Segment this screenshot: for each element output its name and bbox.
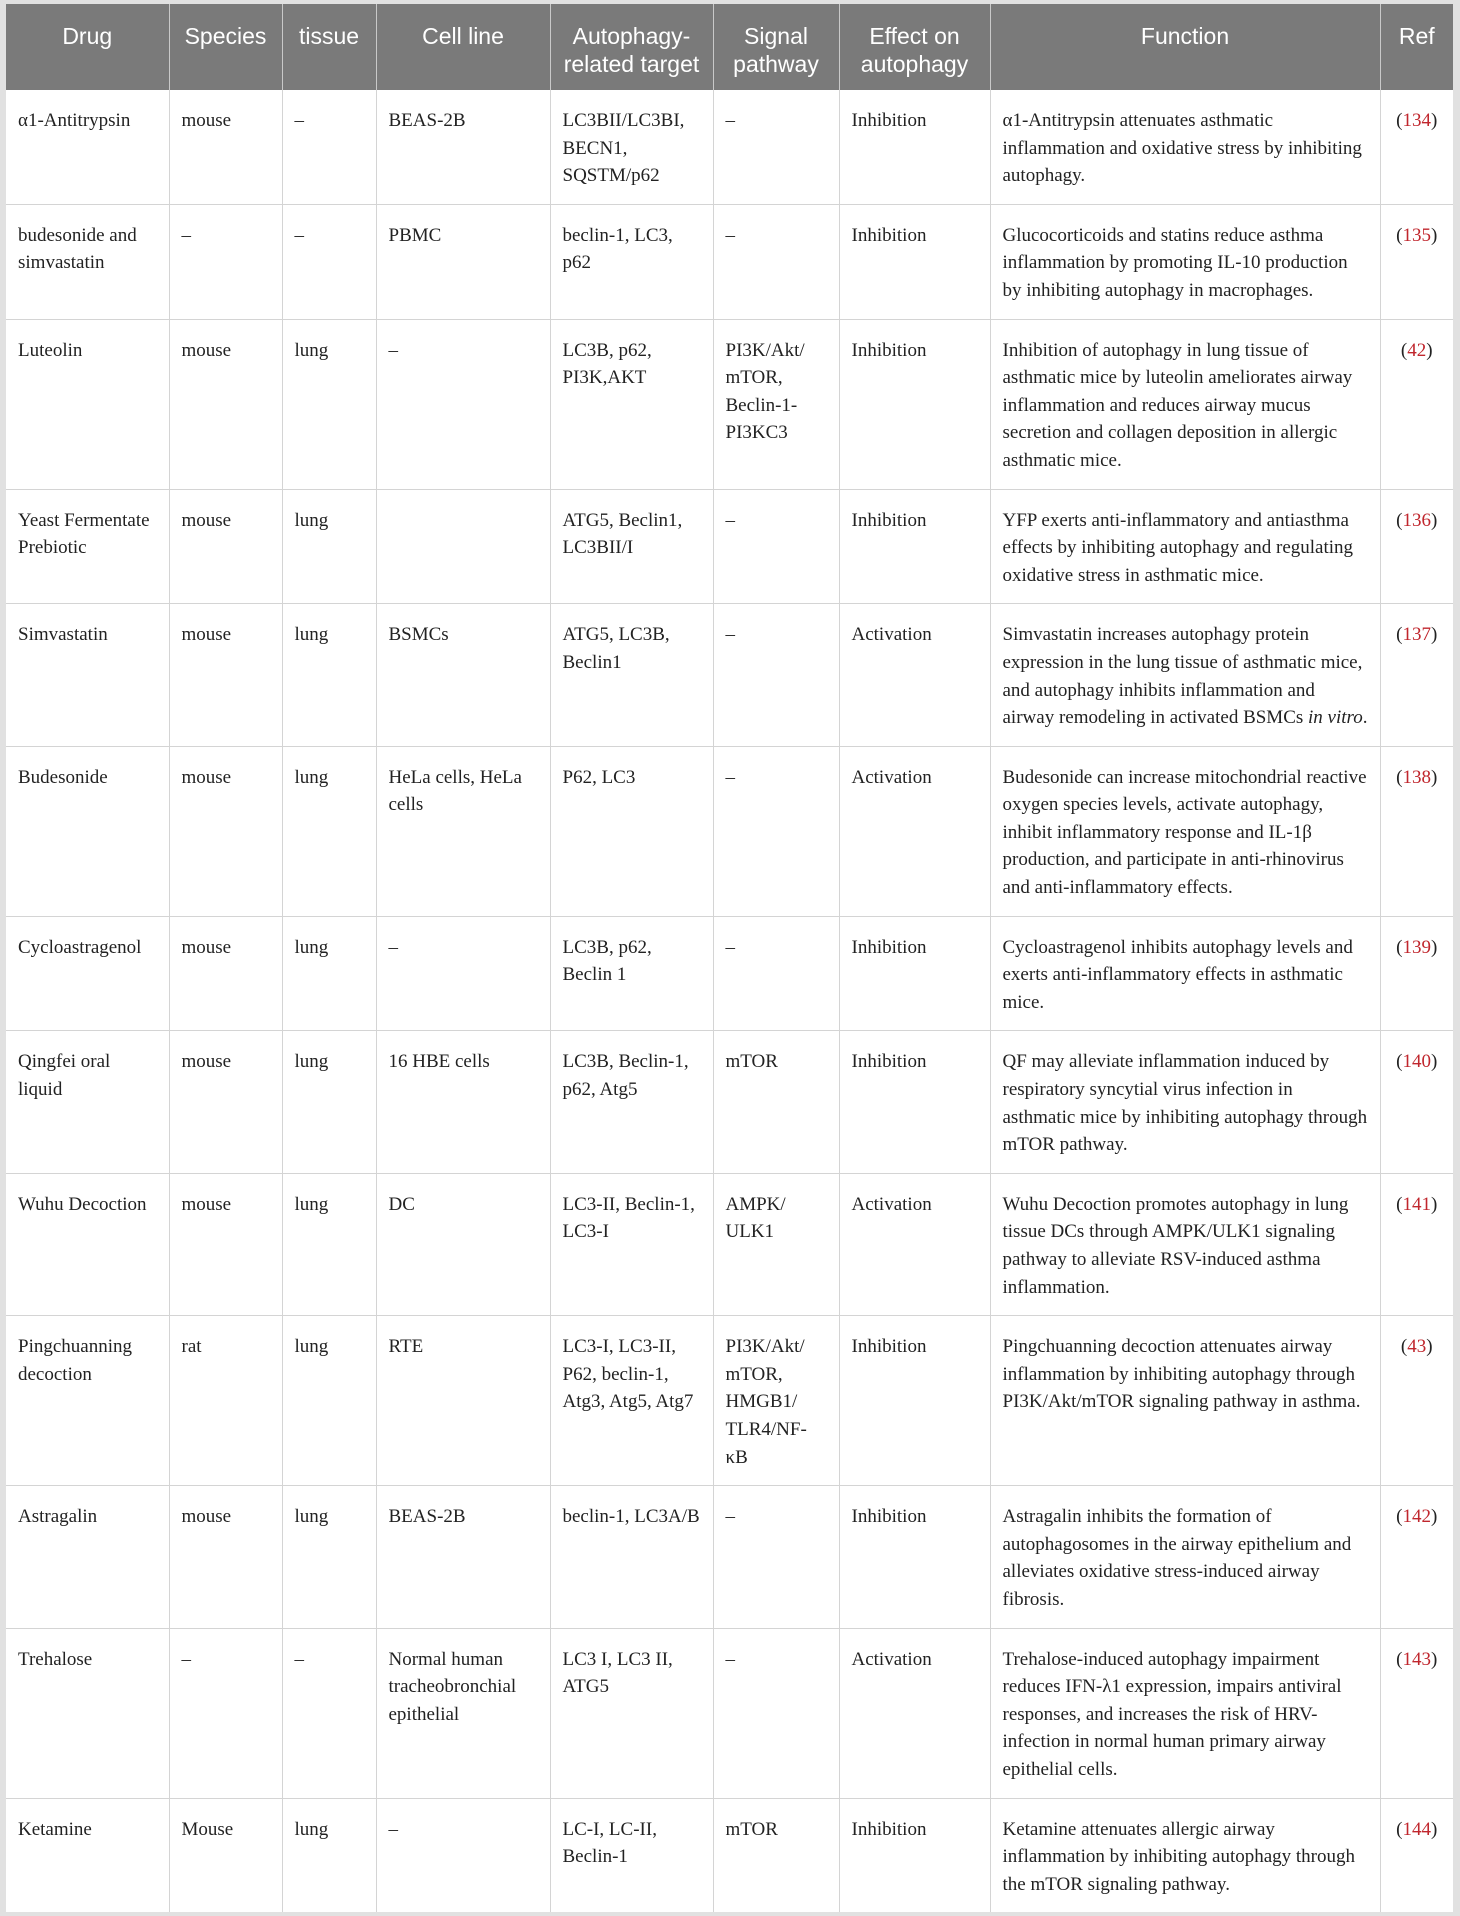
ref-link[interactable]: 144 bbox=[1402, 1818, 1431, 1840]
cell-species: mouse bbox=[169, 489, 282, 604]
header-species: Species bbox=[169, 4, 282, 90]
cell-drug: Qingfei oral liquid bbox=[6, 1031, 169, 1173]
cell-cell-line: – bbox=[376, 319, 550, 489]
cell-function: Budesonide can increase mitochondrial reactive oxygen species levels, activate autophagy, inhibit inflammatory response and IL-1β production, and participate in anti-rhinovirus and anti-inflammatory effects. bbox=[990, 746, 1380, 916]
cell-target: ATG5, LC3B, Beclin1 bbox=[550, 604, 713, 746]
cell-drug: budesonide and simvastatin bbox=[6, 204, 169, 319]
header-function: Function bbox=[990, 4, 1380, 90]
table-row bbox=[6, 1486, 1453, 1628]
cell-effect: Inhibition bbox=[839, 204, 990, 319]
cell-drug: Cycloastragenol bbox=[6, 916, 169, 1031]
cell-effect: Inhibition bbox=[839, 1798, 990, 1912]
cell-effect: Inhibition bbox=[839, 90, 990, 204]
cell-pathway: – bbox=[713, 204, 839, 319]
header-tissue: tissue bbox=[282, 4, 376, 90]
table-row bbox=[6, 604, 1453, 746]
table-row bbox=[6, 1628, 1453, 1798]
cell-function: Glucocorticoids and statins reduce asthma inflammation by promoting IL-10 production by inhibiting autophagy in macrophages. bbox=[990, 204, 1380, 319]
header-ref: Ref bbox=[1380, 4, 1453, 90]
ref-link[interactable]: 136 bbox=[1402, 509, 1431, 531]
cell-species: mouse bbox=[169, 916, 282, 1031]
cell-species: mouse bbox=[169, 1486, 282, 1628]
cell-drug: Wuhu Decoction bbox=[6, 1173, 169, 1315]
cell-ref: (42) bbox=[1380, 319, 1453, 489]
cell-effect: Inhibition bbox=[839, 1486, 990, 1628]
cell-tissue: lung bbox=[282, 489, 376, 604]
cell-target: LC3-II, Beclin-1, LC3-I bbox=[550, 1173, 713, 1315]
cell-pathway: mTOR bbox=[713, 1798, 839, 1912]
cell-effect: Inhibition bbox=[839, 916, 990, 1031]
ref-link[interactable]: 138 bbox=[1402, 766, 1431, 788]
cell-pathway: mTOR bbox=[713, 1031, 839, 1173]
cell-effect: Inhibition bbox=[839, 489, 990, 604]
cell-ref: (43) bbox=[1380, 1316, 1453, 1486]
cell-drug: Trehalose bbox=[6, 1628, 169, 1798]
table-row bbox=[6, 319, 1453, 489]
ref-link[interactable]: 139 bbox=[1402, 936, 1431, 958]
cell-cell-line: DC bbox=[376, 1173, 550, 1315]
cell-target: LC3-I, LC3-II, P62, beclin-1, Atg3, Atg5, Atg7 bbox=[550, 1316, 713, 1486]
table-row bbox=[6, 916, 1453, 1031]
header-cell-line: Cell line bbox=[376, 4, 550, 90]
cell-tissue: – bbox=[282, 90, 376, 204]
cell-ref: (141) bbox=[1380, 1173, 1453, 1315]
cell-cell-line: – bbox=[376, 1798, 550, 1912]
cell-target: LC3B, p62, PI3K,AKT bbox=[550, 319, 713, 489]
cell-pathway: AMPK/ ULK1 bbox=[713, 1173, 839, 1315]
cell-species: mouse bbox=[169, 1031, 282, 1173]
cell-function: α1-Antitrypsin attenuates asthmatic inflammation and oxidative stress by inhibiting autophagy. bbox=[990, 90, 1380, 204]
cell-pathway: – bbox=[713, 1486, 839, 1628]
cell-drug: Simvastatin bbox=[6, 604, 169, 746]
ref-link[interactable]: 142 bbox=[1402, 1506, 1431, 1528]
cell-pathway: – bbox=[713, 1628, 839, 1798]
cell-species: mouse bbox=[169, 319, 282, 489]
cell-cell-line: BEAS-2B bbox=[376, 90, 550, 204]
cell-tissue: lung bbox=[282, 319, 376, 489]
cell-cell-line: – bbox=[376, 916, 550, 1031]
cell-effect: Activation bbox=[839, 1628, 990, 1798]
cell-drug: Pingchuanning decoction bbox=[6, 1316, 169, 1486]
cell-ref: (142) bbox=[1380, 1486, 1453, 1628]
cell-effect: Activation bbox=[839, 746, 990, 916]
function-italic: in vitro bbox=[1308, 707, 1363, 729]
cell-drug: α1-Antitrypsin bbox=[6, 90, 169, 204]
cell-function: Astragalin inhibits the formation of autophagosomes in the airway epithelium and alleviates oxidative stress-induced airway fibrosis. bbox=[990, 1486, 1380, 1628]
cell-function: Pingchuanning decoction attenuates airway inflammation by inhibiting autophagy through PI3K/Akt/mTOR signaling pathway in asthma. bbox=[990, 1316, 1380, 1486]
cell-tissue: lung bbox=[282, 746, 376, 916]
ref-link[interactable]: 43 bbox=[1407, 1336, 1427, 1358]
cell-ref: (134) bbox=[1380, 90, 1453, 204]
cell-function: Wuhu Decoction promotes autophagy in lung tissue DCs through AMPK/ULK1 signaling pathway to alleviate RSV-induced asthma inflammation. bbox=[990, 1173, 1380, 1315]
cell-tissue: – bbox=[282, 1628, 376, 1798]
header-drug: Drug bbox=[6, 4, 169, 90]
cell-function: Inhibition of autophagy in lung tissue of asthmatic mice by luteolin ameliorates airway inflammation and reduces airway mucus secretion and collagen deposition in allergic asthmatic mice. bbox=[990, 319, 1380, 489]
cell-tissue: lung bbox=[282, 1798, 376, 1912]
cell-target: LC3BII/LC3BI, BECN1, SQSTM/p62 bbox=[550, 90, 713, 204]
cell-tissue: lung bbox=[282, 1486, 376, 1628]
ref-link[interactable]: 135 bbox=[1402, 224, 1431, 246]
cell-species: Mouse bbox=[169, 1798, 282, 1912]
cell-pathway: PI3K/Akt/ mTOR, HMGB1/ TLR4/NF-κB bbox=[713, 1316, 839, 1486]
cell-effect: Activation bbox=[839, 604, 990, 746]
header-effect: Effect on autophagy bbox=[839, 4, 990, 90]
cell-function: YFP exerts anti-inflammatory and antiasthma effects by inhibiting autophagy and regulating oxidative stress in asthmatic mice. bbox=[990, 489, 1380, 604]
cell-tissue: – bbox=[282, 204, 376, 319]
header-row bbox=[6, 4, 1453, 90]
cell-drug: Yeast Fermentate Prebiotic bbox=[6, 489, 169, 604]
cell-function: Cycloastragenol inhibits autophagy levels and exerts anti-inflammatory effects in asthmatic mice. bbox=[990, 916, 1380, 1031]
table-body bbox=[6, 90, 1453, 1912]
table-row bbox=[6, 489, 1453, 604]
cell-tissue: lung bbox=[282, 916, 376, 1031]
cell-ref: (138) bbox=[1380, 746, 1453, 916]
cell-effect: Inhibition bbox=[839, 1316, 990, 1486]
cell-drug: Astragalin bbox=[6, 1486, 169, 1628]
table-row bbox=[6, 1798, 1453, 1912]
cell-cell-line: RTE bbox=[376, 1316, 550, 1486]
cell-function: Ketamine attenuates allergic airway inflammation by inhibiting autophagy through the mTOR signaling pathway. bbox=[990, 1798, 1380, 1912]
cell-cell-line: PBMC bbox=[376, 204, 550, 319]
cell-target: P62, LC3 bbox=[550, 746, 713, 916]
cell-effect: Inhibition bbox=[839, 1031, 990, 1173]
table-row bbox=[6, 1173, 1453, 1315]
cell-target: LC3 I, LC3 II, ATG5 bbox=[550, 1628, 713, 1798]
cell-pathway: – bbox=[713, 489, 839, 604]
cell-tissue: lung bbox=[282, 1173, 376, 1315]
cell-drug: Ketamine bbox=[6, 1798, 169, 1912]
cell-function bbox=[990, 604, 1380, 746]
cell-cell-line: Normal human tracheobronchial epithelial bbox=[376, 1628, 550, 1798]
ref-link[interactable]: 143 bbox=[1402, 1648, 1431, 1670]
cell-target: LC-I, LC-II, Beclin-1 bbox=[550, 1798, 713, 1912]
table-header bbox=[6, 4, 1453, 90]
cell-pathway: – bbox=[713, 916, 839, 1031]
ref-link[interactable]: 141 bbox=[1402, 1193, 1431, 1215]
cell-drug: Budesonide bbox=[6, 746, 169, 916]
cell-cell-line: 16 HBE cells bbox=[376, 1031, 550, 1173]
cell-tissue: lung bbox=[282, 604, 376, 746]
cell-ref: (144) bbox=[1396, 1818, 1438, 1840]
cell-tissue: lung bbox=[282, 1031, 376, 1173]
cell-function: Trehalose-induced autophagy impairment reduces IFN-λ1 expression, impairs antiviral responses, and increases the risk of HRV-infection in normal human primary airway epithelial cells. bbox=[990, 1628, 1380, 1798]
cell-ref: (140) bbox=[1380, 1031, 1453, 1173]
cell-target: beclin-1, LC3, p62 bbox=[550, 204, 713, 319]
function-text: Simvastatin increases autophagy protein expression in the lung tissue of asthmatic mice, and autophagy inhibits inflammation and airway remodeling in activated BSMCs bbox=[1002, 624, 1363, 729]
cell-species: rat bbox=[169, 1316, 282, 1486]
cell-species: mouse bbox=[169, 90, 282, 204]
table-row bbox=[6, 90, 1453, 204]
cell-target: LC3B, p62, Beclin 1 bbox=[550, 916, 713, 1031]
function-tail: . bbox=[1362, 707, 1368, 729]
cell-target: ATG5, Beclin1, LC3BII/I bbox=[550, 489, 713, 604]
ref-link[interactable]: 137 bbox=[1402, 624, 1431, 646]
cell-pathway: PI3K/Akt/ mTOR, Beclin-1- PI3KC3 bbox=[713, 319, 839, 489]
table-row bbox=[6, 1316, 1453, 1486]
cell-cell-line: HeLa cells, HeLa cells bbox=[376, 746, 550, 916]
ref-link[interactable]: 140 bbox=[1402, 1051, 1431, 1073]
cell-species: mouse bbox=[169, 604, 282, 746]
cell-ref: (136) bbox=[1380, 489, 1453, 604]
cell-ref: (139) bbox=[1380, 916, 1453, 1031]
cell-target: beclin-1, LC3A/B bbox=[550, 1486, 713, 1628]
cell-species: – bbox=[169, 204, 282, 319]
cell-ref: (143) bbox=[1380, 1628, 1453, 1798]
cell-ref: (135) bbox=[1380, 204, 1453, 319]
cell-species: mouse bbox=[169, 746, 282, 916]
cell-pathway: – bbox=[713, 746, 839, 916]
cell-ref: (137) bbox=[1380, 604, 1453, 746]
ref-link[interactable]: 134 bbox=[1402, 110, 1431, 131]
header-target: Autophagy-related target bbox=[550, 4, 713, 90]
cell-cell-line bbox=[376, 489, 550, 604]
cell-function: QF may alleviate inflammation induced by respiratory syncytial virus infection in asthmatic mice by inhibiting autophagy through mTOR pathway. bbox=[990, 1031, 1380, 1173]
autophagy-drug-table bbox=[6, 4, 1453, 1912]
cell-drug: Luteolin bbox=[6, 319, 169, 489]
cell-cell-line: BEAS-2B bbox=[376, 1486, 550, 1628]
cell-species: – bbox=[169, 1628, 282, 1798]
ref-link[interactable]: 42 bbox=[1407, 339, 1427, 361]
cell-cell-line: BSMCs bbox=[376, 604, 550, 746]
cell-tissue: lung bbox=[282, 1316, 376, 1486]
table-row bbox=[6, 204, 1453, 319]
cell-effect: Activation bbox=[839, 1173, 990, 1315]
table-row bbox=[6, 1031, 1453, 1173]
cell-target: LC3B, Beclin-1, p62, Atg5 bbox=[550, 1031, 713, 1173]
cell-pathway: – bbox=[713, 90, 839, 204]
table-row bbox=[6, 746, 1453, 916]
header-signal-pathway: Signal pathway bbox=[713, 4, 839, 90]
cell-species: mouse bbox=[169, 1173, 282, 1315]
cell-pathway: – bbox=[713, 604, 839, 746]
cell-effect: Inhibition bbox=[839, 319, 990, 489]
